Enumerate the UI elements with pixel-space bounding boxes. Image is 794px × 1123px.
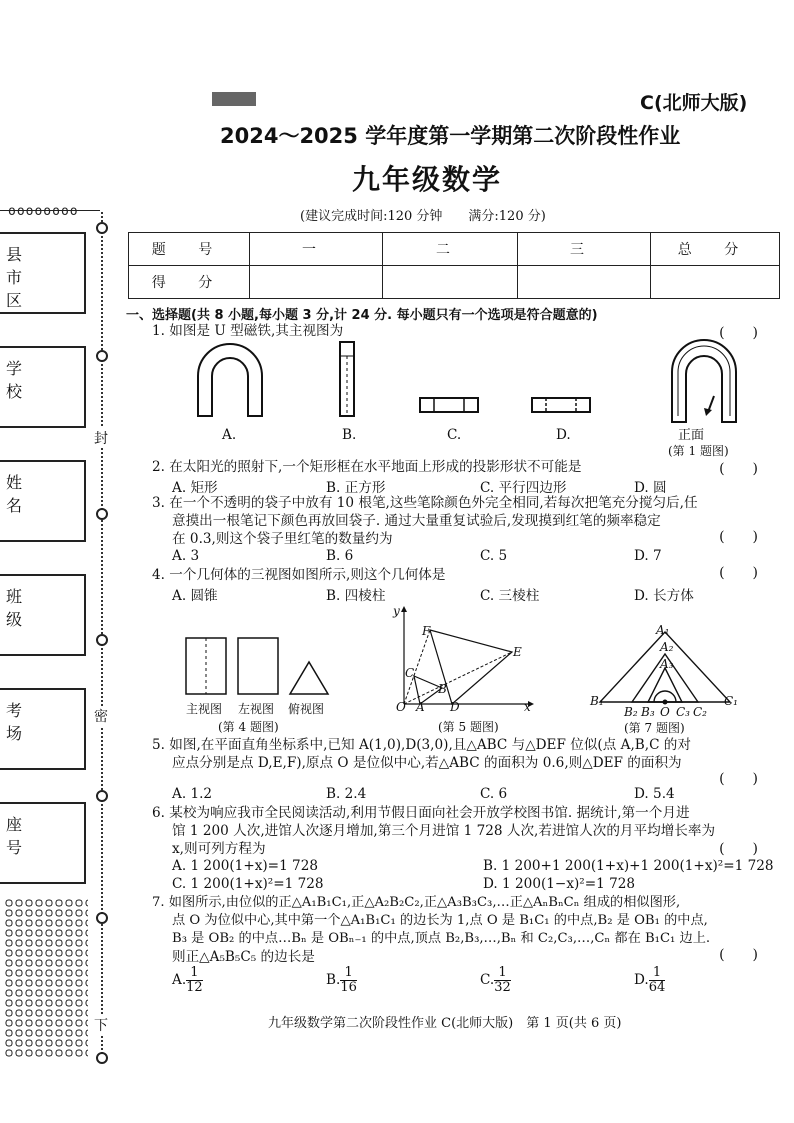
fig5-label: x	[524, 700, 531, 714]
fig5-label: B	[438, 682, 447, 696]
fig7-label: C₁	[724, 694, 738, 708]
score-header: 总 分	[651, 233, 780, 266]
option-letter: D.	[634, 972, 649, 988]
q7-option-a[interactable]	[172, 966, 203, 995]
q3-option-a[interactable]: A. 3	[172, 548, 200, 564]
answer-paren: ( )	[719, 771, 758, 787]
q1-option-a[interactable]: A.	[222, 427, 237, 443]
top-rule	[0, 210, 100, 211]
q7-fig-caption: (第 7 题图)	[624, 721, 685, 735]
q5-option-d[interactable]: D. 5.4	[634, 786, 675, 802]
side-view	[238, 638, 278, 694]
q6-line2: 馆 1 200 人次,进馆人次逐月增加,第三个月进馆 1 728 人次,若进馆人次的月平均增长率为	[172, 823, 716, 839]
q6-line1: 6. 某校为响应我市全民阅读活动,利用节假日面向社会开放学校图书馆. 据统计,第一个月进	[152, 805, 690, 821]
q4-option-b[interactable]: B. 四棱柱	[326, 588, 386, 604]
numerator: 1	[498, 965, 507, 980]
q4-fig-caption: (第 4 题图)	[218, 720, 279, 734]
q7-line1: 7. 如图所示,由位似的正△A₁B₁C₁,正△A₂B₂C₂,正△A₃B₃C₃,…正△AₙBₙCₙ 组成的相似图形,	[152, 895, 681, 910]
numerator: 1	[190, 965, 199, 980]
field-label: 姓 名	[6, 473, 37, 515]
subject-title: 九年级数学	[351, 163, 502, 196]
binding-hole	[96, 634, 108, 646]
denominator: 16	[340, 980, 357, 995]
binding-hole	[96, 1052, 108, 1064]
q5-option-a[interactable]: A. 1.2	[172, 786, 213, 802]
field-school[interactable]	[0, 346, 86, 428]
field-label: 考 场	[6, 701, 37, 743]
fig7-label: C₃	[676, 705, 690, 719]
q7-line3: B₃ 是 OB₂ 的中点…Bₙ 是 OBₙ₋₁ 的中点,顶点 B₂,B₃,…,Bₙ 和 C₂,C₃,…,Cₙ 都在 B₁C₁ 边上.	[172, 931, 711, 946]
q7-option-d[interactable]	[634, 966, 665, 995]
fraction	[186, 966, 203, 995]
q3-option-d[interactable]: D. 7	[634, 548, 662, 564]
denominator: 32	[494, 980, 511, 995]
q7-line2: 点 O 为位似中心,其中第一个△A₁B₁C₁ 的边长为 1,点 O 是 B₁C₁ 的中点,B₂ 是 OB₁ 的中点,	[172, 913, 708, 928]
option-letter: A.	[172, 972, 187, 988]
view-label: 左视图	[238, 702, 275, 716]
fig5-label: F	[422, 624, 431, 638]
answer-paren: ( )	[719, 461, 758, 477]
q6-option-d[interactable]: D. 1 200(1−x)²=1 728	[483, 876, 636, 892]
score-cell[interactable]	[383, 266, 518, 299]
q6-option-b[interactable]: B. 1 200+1 200(1+x)+1 200(1+x)²=1 728	[483, 858, 774, 874]
field-label: 县 市 区	[6, 245, 37, 310]
q2-option-b[interactable]: B. 正方形	[326, 480, 386, 496]
q7-option-b[interactable]	[326, 966, 357, 995]
q7-option-c[interactable]	[480, 966, 511, 995]
fig7-label: B₁	[590, 694, 604, 708]
seal-mark-xia: 下	[94, 1015, 108, 1035]
magnet-option-c	[420, 398, 478, 412]
q3-option-b[interactable]: B. 6	[326, 548, 354, 564]
q1-stem: 1. 如图是 U 型磁铁,其主视图为	[152, 323, 344, 339]
field-label: 班 级	[6, 587, 37, 629]
q5-line1: 5. 如图,在平面直角坐标系中,已知 A(1,0),D(3,0),且△ABC 与△DEF 位似(点 A,B,C 的对	[152, 737, 691, 753]
seal-mark-mi: 密	[94, 706, 108, 726]
edition-label: C(北师大版)	[640, 92, 748, 114]
score-header: 一	[250, 233, 383, 266]
score-cell[interactable]	[250, 266, 383, 299]
fig7-label: A₁	[656, 623, 670, 637]
answer-paren: ( )	[719, 529, 758, 545]
fig7-label: A₃	[660, 657, 674, 671]
q4-three-views	[182, 634, 332, 700]
fig5-label: D	[450, 700, 460, 714]
q7-line4: 则正△A₅B₅C₅ 的边长是	[172, 949, 315, 965]
numerator: 1	[652, 965, 662, 980]
score-cell[interactable]	[651, 266, 780, 299]
q3-line1: 3. 在一个不透明的袋子中放有 10 根笔,这些笔除颜色外完全相同,若每次把笔充分搅匀后,任	[152, 495, 698, 511]
denominator: 64	[648, 980, 666, 995]
fig5-label: E	[513, 645, 522, 659]
q3-line2: 意摸出一根笔记下颜色再放回袋子. 通过大量重复试验后,发现摸到红笔的频率稳定	[172, 513, 661, 529]
fig7-label: B₃	[641, 705, 655, 719]
fig7-label: B₂	[624, 705, 638, 719]
q4-option-c[interactable]: C. 三棱柱	[480, 588, 540, 604]
q2-option-d[interactable]: D. 圆	[634, 480, 667, 496]
binding-hole	[96, 912, 108, 924]
section-heading: 一、选择题(共 8 小题,每小题 3 分,计 24 分. 每小题只有一个选项是符合题意的)	[126, 308, 598, 323]
field-seat[interactable]	[0, 802, 86, 884]
magnet-option-a	[198, 344, 262, 416]
score-header: 三	[518, 233, 651, 266]
q1-fig-caption: (第 1 题图)	[668, 444, 729, 458]
fig5-label: C	[405, 666, 415, 680]
q1-magnet-figure	[664, 336, 744, 428]
score-header: 题 号	[129, 233, 250, 266]
q5-option-c[interactable]: C. 6	[480, 786, 508, 802]
fig7-label: A₂	[660, 640, 674, 654]
top-view	[290, 662, 328, 694]
answer-paren: ( )	[719, 947, 758, 963]
field-exam-room[interactable]	[0, 688, 86, 770]
view-label: 俯视图	[288, 702, 325, 716]
seal-mark-feng: 封	[94, 428, 108, 448]
score-label: 得 分	[129, 266, 250, 299]
q5-option-b[interactable]: B. 2.4	[326, 786, 367, 802]
fraction	[340, 966, 357, 995]
q4-option-a[interactable]: A. 圆锥	[172, 588, 218, 604]
score-cell[interactable]	[518, 266, 651, 299]
time-info: (建议完成时间:120 分钟 满分:120 分)	[300, 209, 546, 224]
binding-hole	[96, 222, 108, 234]
numerator: 1	[344, 965, 353, 980]
q4-option-d[interactable]: D. 长方体	[634, 588, 694, 604]
q1-option-c[interactable]: C.	[447, 427, 462, 443]
q1-figures	[190, 338, 600, 424]
fig7-label: O	[660, 705, 670, 719]
fraction	[649, 966, 666, 995]
triangle-3	[648, 668, 682, 702]
q2-option-a[interactable]: A. 矩形	[172, 480, 218, 496]
q1-option-b[interactable]: B.	[342, 427, 357, 443]
denominator: 12	[186, 980, 203, 995]
option-letter: C.	[480, 972, 495, 988]
field-label: 学 校	[6, 359, 37, 401]
answer-paren: ( )	[719, 325, 758, 341]
fig7-label: C₂	[693, 705, 707, 719]
fig5-label: O	[396, 700, 406, 714]
field-class[interactable]	[0, 574, 86, 656]
top-dots: oooooooo	[8, 204, 79, 219]
q5-coordinate-figure	[388, 604, 538, 720]
binding-hole	[96, 790, 108, 802]
field-county[interactable]	[0, 232, 86, 314]
answer-paren: ( )	[719, 841, 758, 857]
q5-fig-caption: (第 5 题图)	[438, 720, 499, 734]
binding-hole	[96, 508, 108, 520]
q6-option-a[interactable]: A. 1 200(1+x)=1 728	[172, 858, 318, 874]
field-label: 座 号	[6, 815, 37, 857]
field-name[interactable]	[0, 460, 86, 542]
score-table	[128, 232, 780, 299]
q6-option-c[interactable]: C. 1 200(1+x)²=1 728	[172, 876, 324, 892]
option-letter: B.	[326, 972, 341, 988]
q3-option-c[interactable]: C. 5	[480, 548, 508, 564]
magnet-option-d	[532, 398, 590, 412]
q3-line3: 在 0.3,则这个袋子里红笔的数量约为	[172, 531, 393, 547]
answer-paren: ( )	[719, 565, 758, 581]
fig5-label: y	[393, 604, 400, 618]
q2-stem: 2. 在太阳光的照射下,一个矩形框在水平地面上形成的投影形状不可能是	[152, 459, 582, 475]
binding-hole	[96, 350, 108, 362]
view-label: 主视图	[186, 702, 223, 716]
score-header: 二	[383, 233, 518, 266]
q2-option-c[interactable]: C. 平行四边形	[480, 480, 567, 496]
bottom-dot-block	[4, 898, 88, 1058]
stamp-mark	[212, 92, 256, 106]
q1-option-d[interactable]: D.	[556, 427, 571, 443]
fraction	[494, 966, 511, 995]
q4-stem: 4. 一个几何体的三视图如图所示,则这个几何体是	[152, 567, 446, 583]
front-label: 正面	[678, 428, 705, 443]
page-title: 2024～2025 学年度第一学期第二次阶段性作业	[220, 124, 681, 148]
fig5-label: A	[416, 700, 425, 714]
q6-line3: x,则可列方程为	[172, 841, 266, 857]
page-footer: 九年级数学第二次阶段性作业 C(北师大版) 第 1 页(共 6 页)	[268, 1016, 622, 1031]
q5-line2: 应点分别是点 D,E,F),原点 O 是位似中心,若△ABC 的面积为 0.6,则△DEF 的面积为	[172, 755, 682, 771]
